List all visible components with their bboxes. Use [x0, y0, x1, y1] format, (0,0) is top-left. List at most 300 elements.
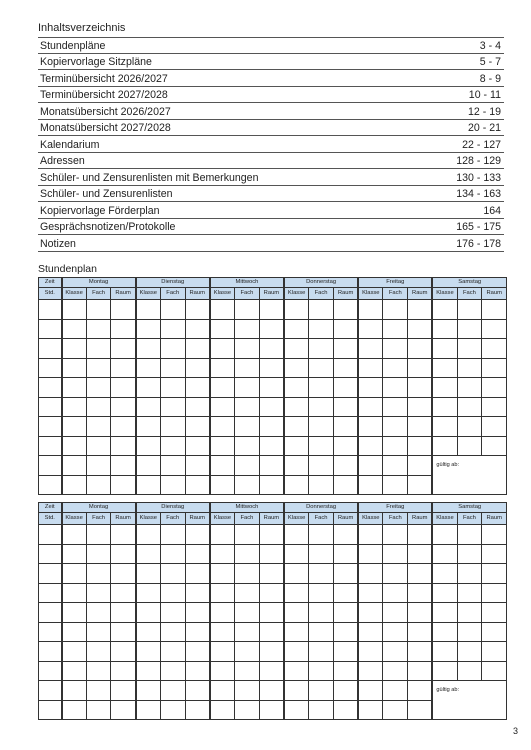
timetable-cell[interactable] [482, 300, 507, 320]
timetable-cell[interactable] [482, 436, 507, 456]
timetable-cell[interactable] [408, 417, 433, 437]
timetable-cell[interactable] [136, 475, 161, 495]
timetable-cell[interactable] [235, 564, 260, 584]
timetable-cell[interactable] [160, 583, 185, 603]
timetable-cell[interactable] [482, 339, 507, 359]
time-cell[interactable] [39, 397, 62, 417]
timetable-cell[interactable] [111, 436, 136, 456]
timetable-cell[interactable] [111, 397, 136, 417]
timetable-cell[interactable] [284, 583, 309, 603]
timetable-cell[interactable] [185, 436, 210, 456]
timetable-cell[interactable] [210, 525, 235, 545]
timetable-cell[interactable] [309, 583, 334, 603]
timetable-cell[interactable] [259, 544, 284, 564]
timetable-cell[interactable] [210, 622, 235, 642]
timetable-cell[interactable] [136, 358, 161, 378]
timetable-cell[interactable] [482, 319, 507, 339]
timetable-cell[interactable] [210, 603, 235, 623]
timetable-cell[interactable] [284, 436, 309, 456]
timetable-cell[interactable] [62, 358, 87, 378]
timetable-cell[interactable] [136, 661, 161, 681]
timetable-cell[interactable] [86, 700, 111, 720]
timetable-cell[interactable] [482, 661, 507, 681]
timetable-cell[interactable] [210, 456, 235, 476]
timetable-cell[interactable] [383, 583, 408, 603]
timetable-cell[interactable] [358, 583, 383, 603]
timetable-cell[interactable] [111, 417, 136, 437]
timetable-cell[interactable] [284, 622, 309, 642]
timetable-cell[interactable] [309, 397, 334, 417]
time-cell[interactable] [39, 456, 62, 476]
timetable-cell[interactable] [383, 475, 408, 495]
timetable-cell[interactable] [284, 681, 309, 701]
timetable-cell[interactable] [383, 456, 408, 476]
timetable-cell[interactable] [160, 300, 185, 320]
timetable-cell[interactable] [309, 544, 334, 564]
timetable-cell[interactable] [383, 525, 408, 545]
timetable-cell[interactable] [235, 603, 260, 623]
timetable-cell[interactable] [408, 339, 433, 359]
timetable-cell[interactable] [309, 603, 334, 623]
timetable-cell[interactable] [160, 603, 185, 623]
timetable-cell[interactable] [284, 339, 309, 359]
time-cell[interactable] [39, 603, 62, 623]
timetable-cell[interactable] [259, 319, 284, 339]
timetable-cell[interactable] [62, 436, 87, 456]
timetable-cell[interactable] [86, 603, 111, 623]
timetable-cell[interactable] [210, 661, 235, 681]
timetable-cell[interactable] [333, 475, 358, 495]
timetable-cell[interactable] [383, 319, 408, 339]
timetable-cell[interactable] [86, 397, 111, 417]
timetable-cell[interactable] [86, 642, 111, 662]
timetable-cell[interactable] [160, 525, 185, 545]
timetable-cell[interactable] [86, 583, 111, 603]
timetable-cell[interactable] [309, 378, 334, 398]
timetable-cell[interactable] [482, 358, 507, 378]
timetable-cell[interactable] [432, 525, 457, 545]
timetable-cell[interactable] [160, 475, 185, 495]
timetable-cell[interactable] [284, 544, 309, 564]
gueltig-ab-cell[interactable] [432, 681, 506, 720]
timetable-cell[interactable] [482, 622, 507, 642]
timetable-cell[interactable] [259, 417, 284, 437]
timetable-cell[interactable] [62, 339, 87, 359]
timetable-cell[interactable] [111, 622, 136, 642]
timetable-cell[interactable] [160, 681, 185, 701]
timetable-cell[interactable] [333, 339, 358, 359]
timetable-cell[interactable] [333, 319, 358, 339]
timetable-cell[interactable] [383, 642, 408, 662]
timetable-cell[interactable] [358, 378, 383, 398]
timetable-cell[interactable] [235, 397, 260, 417]
timetable-cell[interactable] [136, 378, 161, 398]
timetable-cell[interactable] [111, 378, 136, 398]
timetable-cell[interactable] [457, 319, 482, 339]
timetable-cell[interactable] [333, 603, 358, 623]
time-cell[interactable] [39, 358, 62, 378]
timetable-cell[interactable] [210, 319, 235, 339]
timetable-cell[interactable] [432, 544, 457, 564]
timetable-cell[interactable] [86, 358, 111, 378]
timetable-cell[interactable] [210, 681, 235, 701]
timetable-cell[interactable] [259, 564, 284, 584]
timetable-cell[interactable] [408, 622, 433, 642]
timetable-cell[interactable] [62, 456, 87, 476]
timetable-cell[interactable] [62, 603, 87, 623]
timetable-cell[interactable] [185, 583, 210, 603]
timetable-cell[interactable] [185, 319, 210, 339]
timetable-cell[interactable] [457, 564, 482, 584]
timetable-cell[interactable] [383, 622, 408, 642]
timetable-cell[interactable] [185, 358, 210, 378]
timetable-cell[interactable] [160, 358, 185, 378]
timetable-cell[interactable] [259, 456, 284, 476]
timetable-cell[interactable] [358, 358, 383, 378]
timetable-cell[interactable] [432, 397, 457, 417]
timetable-cell[interactable] [284, 378, 309, 398]
timetable-cell[interactable] [333, 544, 358, 564]
time-cell[interactable] [39, 681, 62, 701]
timetable-cell[interactable] [333, 564, 358, 584]
timetable-cell[interactable] [86, 417, 111, 437]
timetable-cell[interactable] [136, 642, 161, 662]
timetable-cell[interactable] [309, 525, 334, 545]
timetable-cell[interactable] [136, 603, 161, 623]
timetable-cell[interactable] [383, 436, 408, 456]
timetable-cell[interactable] [383, 358, 408, 378]
timetable-cell[interactable] [284, 456, 309, 476]
timetable-cell[interactable] [62, 417, 87, 437]
timetable-cell[interactable] [62, 661, 87, 681]
time-cell[interactable] [39, 622, 62, 642]
timetable-cell[interactable] [259, 475, 284, 495]
timetable-cell[interactable] [235, 358, 260, 378]
timetable-cell[interactable] [210, 564, 235, 584]
timetable-cell[interactable] [358, 622, 383, 642]
timetable-cell[interactable] [111, 319, 136, 339]
timetable-cell[interactable] [111, 456, 136, 476]
timetable-cell[interactable] [284, 358, 309, 378]
timetable-cell[interactable] [259, 397, 284, 417]
timetable-cell[interactable] [383, 339, 408, 359]
timetable-cell[interactable] [259, 339, 284, 359]
timetable-cell[interactable] [62, 525, 87, 545]
timetable-cell[interactable] [333, 661, 358, 681]
timetable-cell[interactable] [284, 642, 309, 662]
timetable-cell[interactable] [259, 525, 284, 545]
timetable-cell[interactable] [86, 339, 111, 359]
timetable-cell[interactable] [136, 525, 161, 545]
timetable-cell[interactable] [62, 300, 87, 320]
timetable-cell[interactable] [235, 378, 260, 398]
timetable-cell[interactable] [457, 661, 482, 681]
timetable-cell[interactable] [457, 417, 482, 437]
timetable-cell[interactable] [482, 525, 507, 545]
time-cell[interactable] [39, 583, 62, 603]
timetable-cell[interactable] [358, 603, 383, 623]
timetable-cell[interactable] [86, 564, 111, 584]
timetable-cell[interactable] [62, 700, 87, 720]
timetable-cell[interactable] [457, 642, 482, 662]
timetable-cell[interactable] [210, 642, 235, 662]
timetable-cell[interactable] [358, 544, 383, 564]
timetable-cell[interactable] [309, 436, 334, 456]
timetable-cell[interactable] [160, 417, 185, 437]
timetable-cell[interactable] [136, 417, 161, 437]
timetable-cell[interactable] [432, 603, 457, 623]
time-cell[interactable] [39, 436, 62, 456]
timetable-cell[interactable] [333, 417, 358, 437]
time-cell[interactable] [39, 300, 62, 320]
timetable-cell[interactable] [333, 378, 358, 398]
timetable-cell[interactable] [86, 544, 111, 564]
timetable-cell[interactable] [333, 397, 358, 417]
timetable-cell[interactable] [136, 339, 161, 359]
time-cell[interactable] [39, 319, 62, 339]
timetable-cell[interactable] [457, 339, 482, 359]
timetable-cell[interactable] [284, 661, 309, 681]
gueltig-ab-cell[interactable] [432, 456, 506, 495]
timetable-cell[interactable] [235, 642, 260, 662]
timetable-cell[interactable] [136, 436, 161, 456]
timetable-cell[interactable] [482, 603, 507, 623]
timetable-cell[interactable] [185, 456, 210, 476]
timetable-cell[interactable] [136, 681, 161, 701]
timetable-cell[interactable] [358, 525, 383, 545]
timetable-cell[interactable] [383, 397, 408, 417]
timetable-cell[interactable] [309, 456, 334, 476]
timetable-cell[interactable] [235, 436, 260, 456]
timetable-cell[interactable] [383, 564, 408, 584]
timetable-cell[interactable] [235, 417, 260, 437]
timetable-cell[interactable] [432, 661, 457, 681]
timetable-cell[interactable] [185, 525, 210, 545]
timetable-cell[interactable] [432, 378, 457, 398]
timetable-cell[interactable] [111, 475, 136, 495]
timetable-cell[interactable] [309, 358, 334, 378]
timetable-cell[interactable] [408, 661, 433, 681]
timetable-cell[interactable] [333, 456, 358, 476]
timetable-cell[interactable] [408, 642, 433, 662]
timetable-cell[interactable] [160, 642, 185, 662]
timetable-cell[interactable] [259, 378, 284, 398]
timetable-cell[interactable] [358, 456, 383, 476]
timetable-cell[interactable] [259, 603, 284, 623]
timetable-cell[interactable] [160, 378, 185, 398]
timetable-cell[interactable] [235, 319, 260, 339]
timetable-cell[interactable] [408, 300, 433, 320]
timetable-cell[interactable] [432, 339, 457, 359]
timetable-cell[interactable] [408, 475, 433, 495]
timetable-cell[interactable] [432, 583, 457, 603]
timetable-cell[interactable] [408, 700, 433, 720]
timetable-cell[interactable] [432, 436, 457, 456]
timetable-cell[interactable] [111, 525, 136, 545]
timetable-cell[interactable] [62, 475, 87, 495]
timetable-cell[interactable] [309, 642, 334, 662]
timetable-cell[interactable] [86, 436, 111, 456]
timetable-cell[interactable] [185, 544, 210, 564]
timetable-cell[interactable] [284, 475, 309, 495]
timetable-cell[interactable] [210, 397, 235, 417]
timetable-cell[interactable] [185, 603, 210, 623]
timetable-cell[interactable] [284, 417, 309, 437]
timetable-cell[interactable] [309, 319, 334, 339]
timetable-cell[interactable] [259, 583, 284, 603]
timetable-cell[interactable] [111, 700, 136, 720]
timetable-cell[interactable] [482, 544, 507, 564]
timetable-cell[interactable] [358, 475, 383, 495]
timetable-cell[interactable] [457, 436, 482, 456]
timetable-cell[interactable] [160, 700, 185, 720]
timetable-cell[interactable] [333, 525, 358, 545]
timetable-cell[interactable] [136, 564, 161, 584]
timetable-cell[interactable] [259, 681, 284, 701]
timetable-cell[interactable] [383, 417, 408, 437]
timetable-cell[interactable] [62, 564, 87, 584]
timetable-cell[interactable] [482, 417, 507, 437]
timetable-cell[interactable] [284, 603, 309, 623]
timetable-cell[interactable] [86, 300, 111, 320]
timetable-cell[interactable] [86, 456, 111, 476]
timetable-cell[interactable] [160, 622, 185, 642]
timetable-cell[interactable] [185, 339, 210, 359]
timetable-cell[interactable] [185, 300, 210, 320]
timetable-cell[interactable] [235, 661, 260, 681]
timetable-cell[interactable] [235, 475, 260, 495]
timetable-cell[interactable] [482, 642, 507, 662]
timetable-cell[interactable] [160, 456, 185, 476]
timetable-cell[interactable] [210, 339, 235, 359]
timetable-cell[interactable] [210, 544, 235, 564]
timetable-cell[interactable] [309, 700, 334, 720]
timetable-cell[interactable] [111, 358, 136, 378]
timetable-cell[interactable] [210, 300, 235, 320]
timetable-cell[interactable] [185, 642, 210, 662]
timetable-cell[interactable] [62, 319, 87, 339]
timetable-cell[interactable] [111, 583, 136, 603]
timetable-cell[interactable] [160, 339, 185, 359]
timetable-cell[interactable] [482, 564, 507, 584]
timetable-cell[interactable] [408, 378, 433, 398]
timetable-cell[interactable] [284, 700, 309, 720]
timetable-cell[interactable] [358, 642, 383, 662]
timetable-cell[interactable] [185, 397, 210, 417]
timetable-cell[interactable] [235, 525, 260, 545]
timetable-cell[interactable] [333, 358, 358, 378]
timetable-cell[interactable] [111, 339, 136, 359]
timetable-cell[interactable] [284, 525, 309, 545]
time-cell[interactable] [39, 417, 62, 437]
timetable-cell[interactable] [259, 700, 284, 720]
timetable-cell[interactable] [333, 681, 358, 701]
timetable-cell[interactable] [408, 397, 433, 417]
timetable-cell[interactable] [309, 475, 334, 495]
timetable-cell[interactable] [185, 475, 210, 495]
timetable-cell[interactable] [457, 544, 482, 564]
timetable-cell[interactable] [185, 564, 210, 584]
timetable-cell[interactable] [408, 358, 433, 378]
timetable-cell[interactable] [358, 436, 383, 456]
timetable-cell[interactable] [259, 358, 284, 378]
timetable-cell[interactable] [160, 544, 185, 564]
timetable-cell[interactable] [284, 564, 309, 584]
timetable-cell[interactable] [309, 564, 334, 584]
timetable-cell[interactable] [62, 622, 87, 642]
timetable-cell[interactable] [383, 603, 408, 623]
timetable-cell[interactable] [408, 681, 433, 701]
timetable-cell[interactable] [457, 358, 482, 378]
timetable-cell[interactable] [235, 622, 260, 642]
timetable-cell[interactable] [136, 319, 161, 339]
timetable-cell[interactable] [86, 622, 111, 642]
timetable-cell[interactable] [358, 397, 383, 417]
timetable-cell[interactable] [62, 397, 87, 417]
timetable-cell[interactable] [259, 622, 284, 642]
timetable-cell[interactable] [358, 339, 383, 359]
timetable-cell[interactable] [457, 622, 482, 642]
time-cell[interactable] [39, 339, 62, 359]
timetable-cell[interactable] [210, 417, 235, 437]
timetable-cell[interactable] [383, 681, 408, 701]
time-cell[interactable] [39, 378, 62, 398]
timetable-cell[interactable] [111, 564, 136, 584]
time-cell[interactable] [39, 642, 62, 662]
time-cell[interactable] [39, 475, 62, 495]
timetable-cell[interactable] [136, 544, 161, 564]
timetable-cell[interactable] [383, 300, 408, 320]
timetable-cell[interactable] [259, 300, 284, 320]
timetable-cell[interactable] [284, 300, 309, 320]
timetable-cell[interactable] [86, 681, 111, 701]
timetable-cell[interactable] [457, 583, 482, 603]
timetable-cell[interactable] [235, 456, 260, 476]
timetable-cell[interactable] [185, 378, 210, 398]
timetable-cell[interactable] [408, 319, 433, 339]
timetable-cell[interactable] [210, 583, 235, 603]
timetable-cell[interactable] [136, 300, 161, 320]
timetable-cell[interactable] [210, 436, 235, 456]
timetable-cell[interactable] [383, 378, 408, 398]
timetable-cell[interactable] [358, 417, 383, 437]
timetable-cell[interactable] [408, 436, 433, 456]
timetable-cell[interactable] [383, 700, 408, 720]
timetable-cell[interactable] [86, 525, 111, 545]
timetable-cell[interactable] [86, 319, 111, 339]
timetable-cell[interactable] [185, 417, 210, 437]
timetable-cell[interactable] [235, 300, 260, 320]
timetable-cell[interactable] [383, 544, 408, 564]
timetable-cell[interactable] [358, 661, 383, 681]
timetable-cell[interactable] [259, 436, 284, 456]
timetable-cell[interactable] [309, 622, 334, 642]
timetable-cell[interactable] [432, 358, 457, 378]
timetable-cell[interactable] [408, 456, 433, 476]
timetable-cell[interactable] [185, 622, 210, 642]
timetable-cell[interactable] [259, 642, 284, 662]
timetable-cell[interactable] [160, 436, 185, 456]
timetable-cell[interactable] [457, 300, 482, 320]
timetable-cell[interactable] [333, 300, 358, 320]
timetable-cell[interactable] [432, 417, 457, 437]
timetable-cell[interactable] [309, 661, 334, 681]
timetable-cell[interactable] [358, 700, 383, 720]
time-cell[interactable] [39, 700, 62, 720]
timetable-cell[interactable] [185, 661, 210, 681]
timetable-cell[interactable] [457, 397, 482, 417]
timetable-cell[interactable] [235, 544, 260, 564]
